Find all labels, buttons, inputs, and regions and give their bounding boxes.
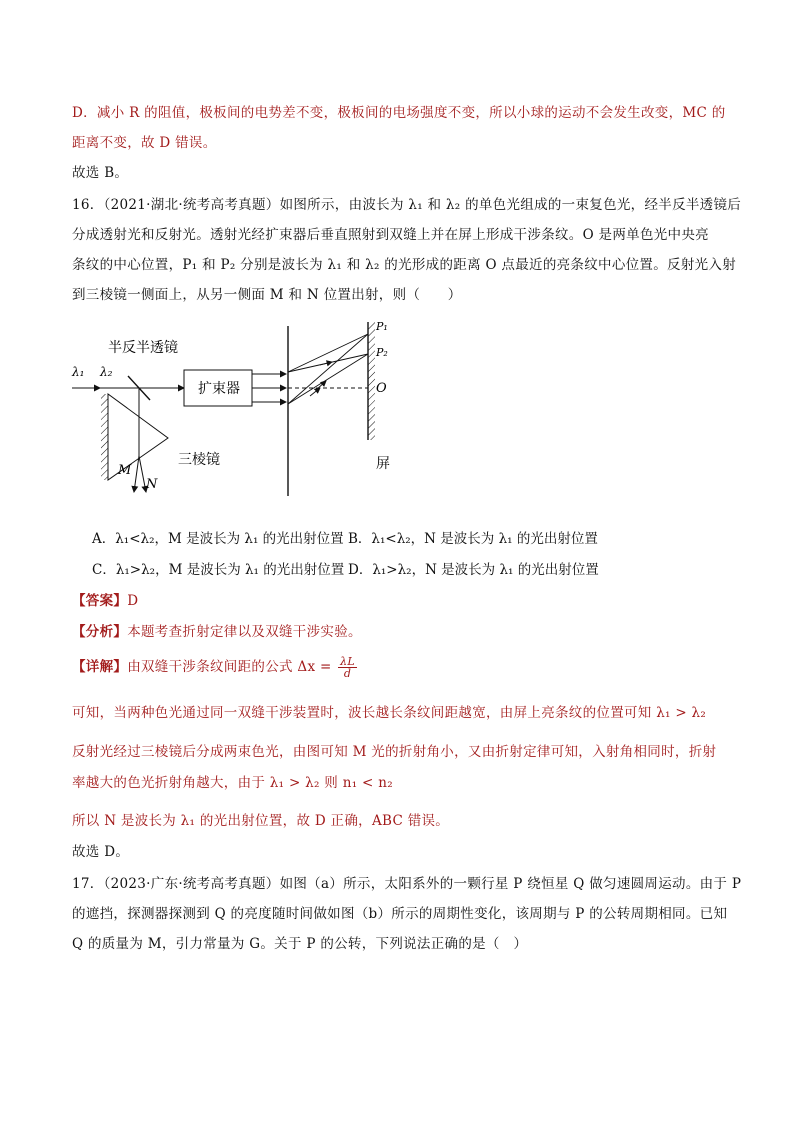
detail-line3: 反射光经过三棱镜后分成两束色光，由图可知 M 光的折射角小，又由折射定律可知，入射角相同时，折射 xyxy=(72,744,717,760)
partD-line2: 距离不变，故 D 错误。 xyxy=(72,135,217,151)
analysis-tag: 【分析】 xyxy=(72,624,128,640)
formula-denominator: d xyxy=(343,667,352,680)
formula-fraction xyxy=(338,656,357,679)
q16-line2: 分成透射光和反射光。透射光经扩束器后垂直照射到双缝上并在屏上形成干涉条纹。O 是两单色光中央亮 xyxy=(72,227,709,243)
answer-line xyxy=(72,592,138,610)
label-m: M xyxy=(118,463,132,478)
choose-b: 故选 B。 xyxy=(72,165,129,181)
label-lambda2: λ₂ xyxy=(100,365,113,379)
q17-line1: 17．（2023·广东·统考高考真题）如图（a）所示，太阳系外的一颗行星 P 绕恒星 Q 做匀速圆周运动。由于 P xyxy=(72,876,742,892)
optics-diagram xyxy=(70,316,410,516)
q17-line2: 的遮挡，探测器探测到 Q 的亮度随时间做如图（b）所示的周期性变化，该周期与 P 的公转周期相同。已知 xyxy=(72,906,728,922)
label-prism: 三棱镜 xyxy=(178,452,220,468)
choose-d: 故选 D。 xyxy=(72,844,130,860)
partD-line1: D．减小 R 的阻值，极板间的电势差不变，极板间的电场强度不变，所以小球的运动不会发生改变，MC 的 xyxy=(72,105,726,121)
option-b[interactable]: B．λ₁<λ₂，N 是波长为 λ₁ 的光出射位置 xyxy=(348,531,598,547)
detail-line1 xyxy=(72,656,357,679)
option-d[interactable]: D．λ₁>λ₂，N 是波长为 λ₁ 的光出射位置 xyxy=(348,562,599,578)
formula-numerator: λL xyxy=(340,655,356,668)
label-screen: 屏 xyxy=(376,456,390,472)
ray-arrow-1 xyxy=(320,362,332,365)
label-half-mirror: 半反半透镜 xyxy=(108,340,178,356)
q16-line3: 条纹的中心位置，P₁ 和 P₂ 分别是波长为 λ₁ 和 λ₂ 的光形成的距离 O 点最近的亮条纹中心位置。反射光入射 xyxy=(72,257,737,273)
label-p2: P₂ xyxy=(376,346,388,359)
answer-text: D xyxy=(127,593,139,609)
ray-p2-b xyxy=(288,354,368,404)
detail-line4: 率越大的色光折射角越大，由于 λ₁ > λ₂ 则 n₁ < n₂ xyxy=(72,775,393,791)
analysis-line xyxy=(72,623,362,641)
option-c[interactable]: C．λ₁>λ₂，M 是波长为 λ₁ 的光出射位置 xyxy=(92,562,345,578)
label-expander: 扩束器 xyxy=(198,381,240,397)
q16-line1: 16．（2021·湖北·统考高考真题）如图所示，由波长为 λ₁ 和 λ₂ 的单色光组成的一束复色光，经半反半透镜后 xyxy=(72,197,742,213)
q17-line3: Q 的质量为 M，引力常量为 G。关于 P 的公转，下列说法正确的是（ ） xyxy=(72,936,528,952)
prism-hatch xyxy=(101,394,108,480)
detail-line2: 可知，当两种色光通过同一双缝干涉装置时，波长越长条纹间距越宽，由屏上亮条纹的位置可知 λ₁ > λ₂ xyxy=(72,705,707,721)
answer-tag: 【答案】 xyxy=(72,593,128,609)
label-n: N xyxy=(146,477,158,492)
detail-tag: 【详解】 xyxy=(72,659,128,675)
label-lambda1: λ₁ xyxy=(72,365,85,379)
detail-line5: 所以 N 是波长为 λ₁ 的光出射位置，故 D 正确，ABC 错误。 xyxy=(72,813,450,829)
prism xyxy=(108,394,168,480)
q16-line4: 到三棱镜一侧面上，从另一侧面 M 和 N 位置出射，则（ ） xyxy=(72,287,462,303)
ray-p1-a xyxy=(288,334,368,372)
analysis-text: 本题考查折射定律以及双缝干涉实验。 xyxy=(127,624,362,640)
option-a[interactable]: A．λ₁<λ₂，M 是波长为 λ₁ 的光出射位置 xyxy=(92,531,344,547)
label-p1: P₁ xyxy=(376,320,388,333)
screen-hatch xyxy=(368,322,375,440)
detail-text: 由双缝干涉条纹间距的公式 Δx = xyxy=(127,659,332,675)
ray-n xyxy=(139,456,146,492)
label-o: O xyxy=(376,381,387,396)
